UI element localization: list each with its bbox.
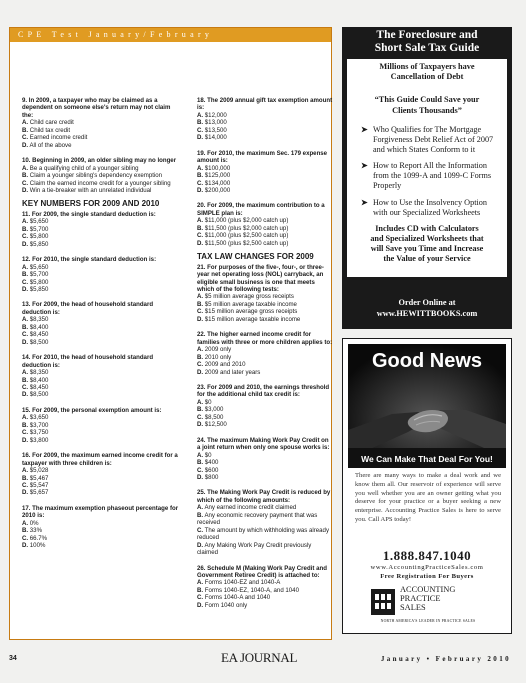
- question-text: 20. For 2009, the maximum contribution to a SIMPLE plan is:: [197, 202, 325, 217]
- answer-option: [22, 429, 182, 436]
- option-text: $5 million average gross receipts: [203, 293, 294, 301]
- answer-option: [197, 240, 333, 247]
- page-number: 34: [9, 655, 17, 662]
- question-text: 16. For 2009, the maximum earned income credit for a taxpayer with three children is:: [22, 452, 178, 467]
- option-letter: B.: [197, 172, 204, 180]
- ad-feature-list: [347, 125, 507, 217]
- option-letter: B.: [22, 323, 29, 331]
- answer-option: [197, 127, 333, 134]
- option-letter: B.: [22, 225, 29, 233]
- option-letter: C.: [197, 526, 204, 534]
- option-letter: B.: [22, 172, 29, 180]
- option-letter: C.: [197, 361, 204, 369]
- option-letter: C.: [22, 331, 29, 339]
- answer-option: [22, 226, 182, 233]
- option-letter: C.: [22, 534, 29, 542]
- answer-option: [197, 180, 333, 187]
- option-letter: A.: [197, 579, 204, 587]
- option-text: $200,000: [203, 186, 231, 194]
- answer-option: [197, 504, 333, 511]
- option-text: Child care credit: [28, 119, 74, 127]
- option-text: $8,350: [28, 316, 49, 324]
- option-letter: B.: [22, 376, 29, 384]
- answer-option: [22, 422, 182, 429]
- answer-option: [22, 369, 182, 376]
- question-text: 23. For 2009 and 2010, the earnings threshold for the additional child tax credit is:: [197, 384, 330, 399]
- logo-tagline: NORTH AMERICA'S LEADER IN PRACTICE SALES: [380, 619, 476, 623]
- answer-option: [22, 377, 182, 384]
- option-text: $100,000: [203, 164, 231, 172]
- question: [22, 256, 182, 293]
- option-text: Forms 1040-EZ, 1040-A, and 1040: [203, 586, 299, 594]
- answer-option: [197, 172, 333, 179]
- answer-option: [197, 579, 333, 586]
- answer-option: [197, 421, 333, 428]
- option-letter: C.: [22, 179, 29, 187]
- cpe-right-column: [197, 97, 333, 617]
- option-letter: D.: [22, 186, 29, 194]
- answer-option: [22, 264, 182, 271]
- answer-option: [22, 165, 182, 172]
- answer-option: [22, 384, 182, 391]
- option-text: $5,650: [28, 263, 49, 271]
- option-letter: A.: [197, 346, 204, 354]
- journal-logo: EA JOURNAL: [221, 650, 298, 665]
- question-text: 13. For 2009, the head of household standard deduction is:: [22, 301, 154, 316]
- option-text: Claim the earned income credit for a younger sibling: [28, 179, 171, 187]
- question-text: 22. The higher earned income credit for families with three or more children applies to:: [197, 331, 333, 346]
- ad-title: The Foreclosure and Short Sale Tax Guide: [374, 29, 480, 54]
- answer-option: [197, 217, 333, 224]
- answer-option: [197, 399, 333, 406]
- option-text: Any earned income credit claimed: [203, 504, 297, 512]
- question: [22, 354, 182, 399]
- answer-option: [22, 134, 182, 141]
- option-letter: A.: [197, 111, 204, 119]
- option-letter: B.: [197, 119, 204, 127]
- answer-option: [22, 187, 182, 194]
- answer-option: [197, 602, 333, 609]
- option-letter: C.: [22, 233, 29, 241]
- option-letter: B.: [197, 300, 204, 308]
- question-text: 26. Schedule M (Making Work Pay Credit and Government Retiree Credit) is attached to:: [197, 564, 327, 579]
- handshake-image: [348, 344, 506, 468]
- option-text: $5,800: [28, 278, 49, 286]
- answer-option: [197, 361, 333, 368]
- cpe-test-panel: [9, 27, 332, 640]
- answer-option: [22, 535, 182, 542]
- option-text: Child tax credit: [28, 126, 71, 134]
- option-text: Earned income credit: [28, 134, 88, 142]
- option-text: $12,000: [203, 111, 227, 119]
- option-text: Any economic recovery payment that was received: [197, 511, 318, 527]
- answer-option: [197, 452, 333, 459]
- option-text: Forms 1040-A and 1040: [203, 594, 271, 602]
- option-text: $8,400: [28, 323, 49, 331]
- option-text: $125,000: [203, 172, 231, 180]
- option-text: Win a tie-breaker with an unrelated individual: [28, 186, 152, 194]
- option-text: $8,450: [28, 384, 49, 391]
- question: [22, 505, 182, 550]
- option-text: $5,700: [28, 225, 49, 233]
- answer-option: [197, 474, 333, 481]
- option-text: Form 1040 only: [203, 601, 248, 609]
- answer-option: [22, 127, 182, 134]
- question-text: 25. The Making Work Pay Credit is reduced by which of the following amounts:: [197, 489, 331, 504]
- ad-cd-note: Includes CD with Calculators and Specialized Worksheets that will Save you Time and Increase the Value of your Service: [370, 224, 484, 264]
- option-text: 2009 only: [203, 346, 232, 354]
- answer-option: [22, 391, 182, 398]
- answer-option: [22, 218, 182, 225]
- option-text: $12,500: [203, 421, 227, 429]
- logo-text: ACCOUNTING PRACTICE SALES: [400, 585, 456, 612]
- option-letter: A.: [22, 519, 29, 527]
- option-letter: B.: [22, 474, 29, 482]
- answer-option: [22, 520, 182, 527]
- option-letter: A.: [22, 467, 29, 475]
- section-heading: KEY NUMBERS FOR 2009 AND 2010: [22, 199, 160, 209]
- option-text: $5,467: [28, 474, 49, 482]
- answer-option: [197, 134, 333, 141]
- option-letter: D.: [197, 186, 204, 194]
- option-letter: B.: [197, 353, 204, 361]
- option-letter: C.: [197, 308, 204, 316]
- answer-option: [197, 542, 333, 557]
- option-letter: C.: [22, 429, 29, 437]
- option-text: $5 million average taxable income: [203, 300, 297, 308]
- option-letter: C.: [197, 232, 204, 240]
- question: [22, 407, 182, 444]
- option-text: $5,657: [28, 489, 49, 497]
- answer-option: [197, 301, 333, 308]
- option-letter: C.: [22, 134, 29, 142]
- option-text: 0%: [28, 519, 39, 527]
- option-letter: A.: [197, 451, 204, 459]
- aps-logo: [370, 586, 486, 624]
- answer-option: [197, 354, 333, 361]
- option-text: $600: [203, 466, 219, 474]
- answer-option: [197, 369, 333, 376]
- option-text: $3,700: [28, 421, 49, 429]
- option-text: $3,750: [28, 429, 49, 437]
- option-letter: D.: [22, 286, 29, 294]
- option-letter: A.: [197, 164, 204, 172]
- option-letter: C.: [22, 278, 29, 286]
- question: [22, 97, 182, 149]
- option-letter: B.: [22, 271, 29, 279]
- answer-option: [197, 346, 333, 353]
- question-text: 18. The 2009 annual gift tax exemption amount is:: [197, 97, 333, 112]
- answer-option: [197, 293, 333, 300]
- registration-note: Free Registration For Buyers: [380, 573, 474, 580]
- option-letter: D.: [197, 315, 204, 323]
- option-letter: D.: [22, 141, 29, 149]
- option-text: 2010 only: [203, 353, 232, 361]
- option-text: 100%: [28, 542, 46, 550]
- good-news-headline: Good News: [371, 350, 482, 372]
- cpe-left-column: [22, 97, 182, 558]
- option-text: Be a qualifying child of a younger sibling: [28, 164, 139, 172]
- option-letter: C.: [197, 413, 204, 421]
- answer-option: [22, 180, 182, 187]
- answer-option: [197, 165, 333, 172]
- option-letter: A.: [22, 414, 29, 422]
- option-letter: A.: [197, 217, 204, 225]
- option-letter: A.: [197, 398, 204, 406]
- option-letter: A.: [22, 119, 29, 127]
- option-letter: C.: [22, 481, 29, 489]
- good-news-body: There are many ways to make a deal work and we know them all. Our reservoir of experience will serve you well whether you are an owner getting what you deserve for your practice or a buyer seeking a new enterprise. Accounting Practice Sales is here to serve you. Call APS today!: [355, 472, 501, 523]
- option-text: 66.7%: [28, 534, 48, 542]
- chevron-right-icon: ➤: [361, 125, 368, 134]
- option-letter: D.: [22, 338, 29, 346]
- option-text: $13,000: [203, 119, 227, 127]
- option-text: Any Making Work Pay Credit previously claimed: [197, 541, 312, 557]
- answer-option: [197, 119, 333, 126]
- answer-option: [22, 414, 182, 421]
- option-letter: C.: [197, 594, 204, 602]
- option-letter: B.: [22, 421, 29, 429]
- option-text: $8,500: [28, 338, 49, 346]
- question: [197, 437, 333, 482]
- option-letter: A.: [22, 218, 29, 226]
- answer-option: [22, 324, 182, 331]
- ad-body: [347, 59, 507, 277]
- option-letter: D.: [22, 489, 29, 497]
- option-letter: C.: [22, 384, 29, 391]
- question: [22, 157, 182, 194]
- option-text: $400: [203, 459, 219, 467]
- question-text: 10. Beginning in 2009, an older sibling may no longer: [22, 157, 177, 165]
- website-link[interactable]: www.AccountingPracticeSales.com: [370, 564, 484, 571]
- answer-option: [197, 459, 333, 466]
- answer-option: [22, 527, 182, 534]
- option-text: $13,500: [203, 126, 227, 134]
- answer-option: [22, 542, 182, 549]
- order-link[interactable]: www.HEWITTBOOKS.com: [376, 309, 478, 318]
- option-letter: A.: [22, 316, 29, 324]
- option-text: $15 million average gross receipts: [203, 308, 298, 316]
- question: [197, 97, 333, 142]
- phone-number[interactable]: 1.888.847.1040: [382, 548, 472, 563]
- option-text: $11,500 (plus $2,000 catch up): [203, 224, 289, 232]
- option-letter: D.: [22, 391, 29, 399]
- question: [197, 384, 333, 429]
- chevron-right-icon: ➤: [361, 197, 368, 207]
- answer-option: [197, 467, 333, 474]
- answer-option: [197, 232, 333, 239]
- answer-option: [197, 587, 333, 594]
- ad-feature-item: ➤ Who Qualifies for The Mortgage Forgiveness Debt Relief Act of 2007 and which States Conform to it: [361, 125, 494, 154]
- answer-option: [22, 286, 182, 293]
- answer-option: [22, 233, 182, 240]
- option-text: 33%: [28, 527, 42, 535]
- option-letter: A.: [197, 293, 204, 301]
- option-letter: B.: [22, 126, 29, 134]
- cpe-header: CPE Test January/February: [10, 28, 331, 42]
- question: [197, 489, 333, 556]
- option-text: All of the above: [28, 141, 72, 149]
- answer-option: [197, 308, 333, 315]
- option-text: 2009 and later years: [203, 368, 261, 376]
- answer-option: [22, 279, 182, 286]
- option-letter: D.: [197, 541, 204, 549]
- ad-feature-item: ➤ How to Use the Insolvency Option with our Specialized Worksheets: [361, 197, 487, 217]
- question-text: 12. For 2010, the single standard deduction is:: [22, 256, 157, 264]
- answer-option: [22, 467, 182, 474]
- option-letter: B.: [197, 406, 204, 414]
- option-text: $3,650: [28, 414, 49, 422]
- option-text: $5,547: [28, 481, 49, 489]
- option-text: $5,700: [28, 271, 49, 279]
- option-text: $11,000 (plus $2,500 catch up): [203, 232, 289, 240]
- answer-option: [22, 316, 182, 323]
- option-letter: D.: [197, 473, 204, 481]
- foreclosure-guide-ad[interactable]: [342, 27, 512, 329]
- option-text: The amount by which withholding was already reduced: [197, 526, 329, 542]
- building-icon: [370, 588, 396, 616]
- option-text: $11,500 (plus $2,500 catch up): [203, 239, 289, 247]
- answer-option: [22, 241, 182, 248]
- option-text: $8,500: [28, 391, 49, 399]
- option-letter: A.: [22, 164, 29, 172]
- question-text: 21. For purposes of the five-, four-, or three-year net operating loss (NOL) carryback, an eligible small business is one that meets which of the following tests:: [197, 263, 324, 294]
- good-news-subhead: We Can Make That Deal For You!: [361, 454, 493, 464]
- question: [197, 150, 333, 195]
- question-text: 15. For 2009, the personal exemption amount is:: [22, 406, 162, 414]
- option-letter: C.: [197, 126, 204, 134]
- answer-option: [197, 594, 333, 601]
- question-text: 24. The maximum Making Work Pay Credit on a joint return when only one spouse works is:: [197, 436, 330, 452]
- option-letter: D.: [22, 436, 29, 444]
- answer-option: [22, 482, 182, 489]
- option-text: $8,450: [28, 331, 49, 339]
- good-news-ad[interactable]: [342, 338, 512, 634]
- ad-quote: “This Guide Could Save your Clients Thousands”: [374, 95, 480, 115]
- option-text: $8,500: [203, 413, 224, 421]
- option-text: $5,028: [28, 467, 49, 475]
- option-text: $5,850: [28, 286, 49, 294]
- option-text: $15 million average taxable income: [203, 315, 301, 323]
- section-heading: TAX LAW CHANGES FOR 2009: [197, 252, 314, 262]
- option-text: Forms 1040-EZ and 1040-A: [203, 579, 281, 587]
- question: [22, 452, 182, 497]
- option-letter: B.: [197, 459, 204, 467]
- option-text: $134,000: [203, 179, 231, 187]
- option-text: $0: [203, 451, 212, 459]
- option-letter: B.: [22, 527, 29, 535]
- answer-option: [22, 437, 182, 444]
- question-text: 14. For 2010, the head of household standard deduction is:: [22, 354, 154, 369]
- option-text: $800: [203, 473, 219, 481]
- option-text: $3,800: [28, 436, 49, 444]
- chevron-right-icon: ➤: [361, 161, 368, 171]
- question-text: 17. The maximum exemption phaseout percentage for 2010 is:: [22, 504, 179, 520]
- option-letter: D.: [197, 368, 204, 376]
- option-text: $11,000 (plus $2,000 catch up): [203, 217, 289, 225]
- page-footer: [0, 648, 526, 668]
- option-text: Claim a younger sibling's dependency exemption: [28, 172, 163, 180]
- answer-option: [197, 406, 333, 413]
- answer-option: [197, 316, 333, 323]
- option-letter: A.: [22, 369, 29, 377]
- option-letter: D.: [22, 240, 29, 248]
- question: [197, 202, 333, 247]
- answer-option: [197, 187, 333, 194]
- ad-feature-item: ➤ How to Report All the Information from the 1099-A and 1099-C Forms Properly: [361, 161, 492, 190]
- answer-option: [197, 414, 333, 421]
- option-letter: D.: [22, 542, 29, 550]
- answer-option: [22, 271, 182, 278]
- option-text: $8,350: [28, 369, 49, 377]
- option-letter: B.: [197, 224, 204, 232]
- question: [197, 565, 333, 610]
- answer-option: [22, 339, 182, 346]
- answer-option: [22, 475, 182, 482]
- question: [197, 331, 333, 376]
- question: [22, 301, 182, 346]
- question: [197, 264, 333, 324]
- option-text: $5,650: [28, 218, 49, 226]
- ad-order-info: Order Online at www.HEWITTBOOKS.com: [342, 297, 512, 319]
- option-letter: D.: [197, 239, 204, 247]
- option-letter: B.: [197, 586, 204, 594]
- question: [22, 211, 182, 248]
- option-letter: D.: [197, 601, 204, 609]
- option-letter: B.: [197, 511, 204, 519]
- question-text: 9. In 2009, a taxpayer who may be claimed as a dependent on someone else's return may not claim the:: [22, 97, 171, 119]
- answer-option: [22, 331, 182, 338]
- option-letter: D.: [197, 134, 204, 142]
- ad-subtitle: Millions of Taxpayers have Cancellation of Debt: [379, 62, 475, 81]
- option-letter: A.: [197, 504, 204, 512]
- answer-option: [22, 489, 182, 496]
- option-letter: C.: [197, 179, 204, 187]
- answer-option: [22, 172, 182, 179]
- option-text: $5,800: [28, 233, 49, 241]
- answer-option: [197, 527, 333, 542]
- answer-option: [197, 112, 333, 119]
- option-text: 2009 and 2010: [203, 361, 246, 369]
- option-text: $0: [203, 398, 212, 406]
- answer-option: [22, 119, 182, 126]
- option-letter: C.: [197, 466, 204, 474]
- option-text: $3,000: [203, 406, 224, 414]
- answer-option: [197, 225, 333, 232]
- option-text: $8,400: [28, 376, 49, 384]
- answer-option: [22, 142, 182, 149]
- question-text: 11. For 2009, the single standard deduction is:: [22, 210, 156, 218]
- option-text: $14,000: [203, 134, 227, 142]
- answer-option: [197, 512, 333, 527]
- issue-date: January • February 2010: [380, 655, 511, 663]
- option-text: $5,850: [28, 240, 49, 248]
- option-letter: D.: [197, 421, 204, 429]
- option-letter: A.: [22, 263, 29, 271]
- question-text: 19. For 2010, the maximum Sec. 179 expense amount is:: [197, 149, 328, 165]
